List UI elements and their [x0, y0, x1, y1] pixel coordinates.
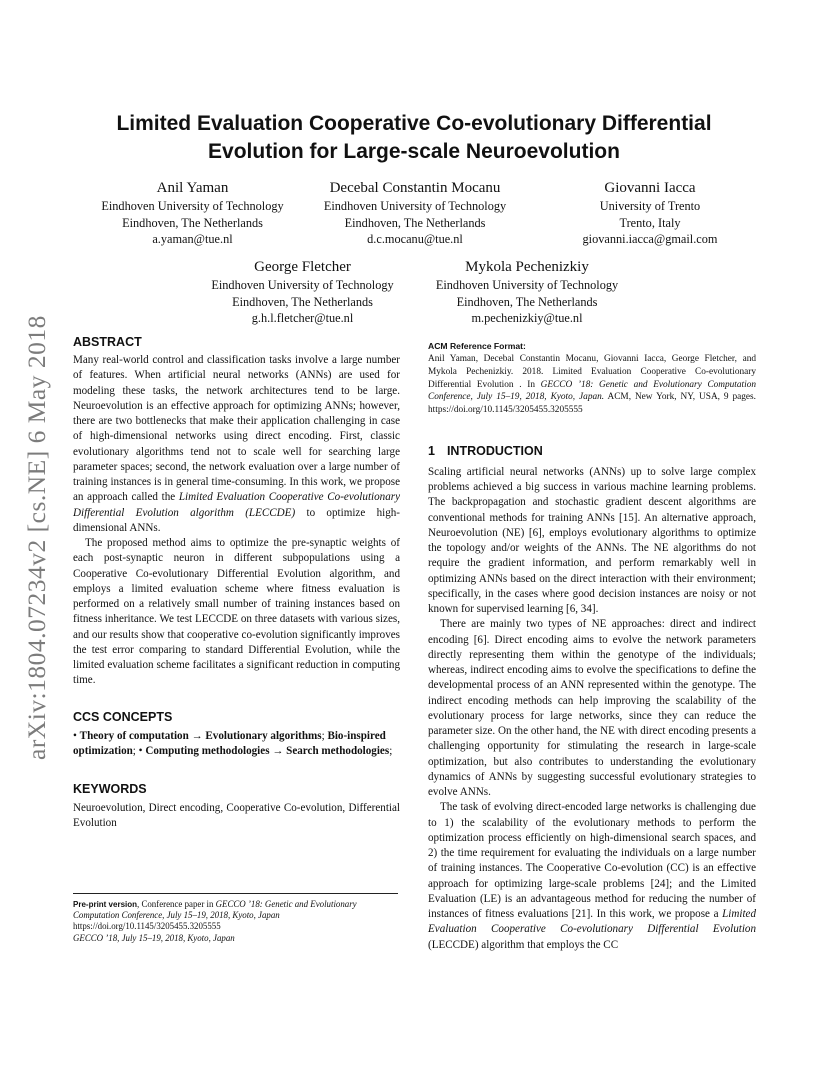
footnote-doi: https://doi.org/10.1145/3205455.3205555 [73, 921, 221, 932]
author-location: Eindhoven, The Netherlands [122, 215, 263, 230]
ccs-item: Theory of computation → Evolutionary algorithms [79, 729, 322, 742]
title-line-1: Limited Evaluation Cooperative Co-evolutionary Differential [116, 112, 712, 135]
ccs-concepts [73, 729, 400, 760]
abstract-heading: ABSTRACT [73, 335, 142, 349]
abstract-method-name: Limited Evaluation Cooperative Co-evolutionary Differential Evolution algorithm (LECCDE) [73, 491, 400, 519]
paper-title [60, 110, 768, 166]
ccs-heading: CCS CONCEPTS [73, 709, 173, 724]
acm-reference-venue: GECCO ’18: Genetic and Evolutionary Computation Conference, July 15–19, 2018, Kyoto, Japan. [428, 379, 756, 403]
author-email: g.h.l.fletcher@tue.nl [251, 311, 354, 325]
footnote-label: Pre-print version [73, 900, 138, 909]
author-email: m.pechenizkiy@tue.nl [471, 311, 583, 325]
author-name: Anil Yaman [156, 180, 229, 196]
right-column [428, 340, 756, 953]
ccs-item: Bio-inspired optimization [73, 729, 386, 757]
author-name: Decebal Constantin Mocanu [329, 180, 501, 196]
abstract-text: to optimize high-dimensional ANNs. [73, 506, 400, 534]
introduction-paragraph-3 [428, 800, 756, 953]
separator: ; [389, 744, 393, 757]
author-location: Eindhoven, The Netherlands [344, 215, 486, 230]
footnote-conference: GECCO ’18, July 15–19, 2018, Kyoto, Japan [73, 932, 235, 943]
keywords-heading: KEYWORDS [73, 782, 147, 796]
introduction-text: (LECCDE) algorithm that employs the CC [428, 938, 619, 951]
author-affiliation: Eindhoven University of Technology [323, 199, 507, 213]
section-number: 1 [428, 443, 435, 458]
introduction-text: The task of evolving direct-encoded large networks is challenging due to 1) the scalability of the evolutionary methods to perform the optimization process efficiently on high-dimensional search spaces, and 2) the time requirement for evaluating the individuals on a large number of training instances. The Cooperative Co-evolution (CC) is an effective approach for optimizing large-scale problems [24]; and the Limited Evaluation (LE) is an advantageous method for reducing the number of instances of fitness evaluations [21]. In this work, we propose a [428, 801, 756, 921]
title-line-2: Evolution for Large-scale Neuroevolution [208, 140, 620, 163]
acm-reference-authors: Anil Yaman, Decebal Constantin Mocanu, Giovanni Iacca, George Fletcher, and Mykola Pechenizkiy. 2018. Limited Evaluation Cooperative Co-evolutionary Differential Evolution . In [428, 354, 756, 390]
footnote [73, 899, 400, 944]
arxiv-identifier: arXiv:1804.07234v2 [cs.NE] 6 May 2018 [22, 315, 51, 760]
acm-reference-doi: ACM, New York, NY, USA, 9 pages. https://doi.org/10.1145/3205455.3205555 [428, 392, 757, 416]
footnote-venue: GECCO ’18: Genetic and Evolutionary Computation Conference, July 15–19, 2018, Kyoto, Japan [73, 899, 357, 921]
introduction-heading [428, 443, 756, 459]
bullet: • [73, 729, 77, 742]
author-email: a.yaman@tue.nl [152, 232, 233, 246]
author-email: d.c.mocanu@tue.nl [367, 232, 463, 246]
abstract-text: Many real-world control and classification tasks involve a large number of features. When artificial neural networks (ANNs) are used for modeling these tasks, the network architectures tend to be large. Neuroevolution is an effective approach for optimizing ANNs; however, there are two bottlenecks that make their application challenging in case of high-dimensional networks using direct encoding. First, classic evolutionary algorithms tend not to scale well for searching large parameter spaces; second, the network evaluation over a large number of training instances is in general time-consuming. In this work, we propose an approach called the [73, 354, 400, 504]
author-name: Giovanni Iacca [604, 180, 696, 196]
introduction-method-name: Limited Evaluation Cooperative Co-evolutionary Differential Evolution [428, 908, 756, 936]
introduction-paragraph-1: Scaling artificial neural networks (ANNs) up to solve large complex problems achieved a big success in various machine learning problems. The backpropagation and stochastic gradient descent algorithms are conventional methods for training ANNs [15]. An alternative approach, Neuroevolution (NE) [6], employs evolutionary algorithms to optimize the topology and/or weights of the ANNs. The NE algorithms do not require the gradient information, and perform remarkably well in optimizing ANNs based on the direct interaction with their environment; specifically, in the cases where good decision instances are noisy or not known for supervised learning [6, 34]. [428, 465, 756, 616]
footnote-divider [73, 893, 398, 894]
author-location: Eindhoven, The Netherlands [232, 294, 373, 309]
separator: ; [132, 744, 139, 757]
acm-reference-text [428, 353, 756, 417]
bullet: • [138, 744, 143, 757]
author-block-5 [417, 257, 637, 327]
author-name: Mykola Pechenizkiy [465, 259, 589, 275]
author-block-3 [545, 178, 755, 248]
ccs-item: Computing methodologies → Search methodologies [145, 744, 390, 757]
author-block-2 [300, 178, 530, 248]
introduction-paragraph-2: There are mainly two types of NE approaches: direct and indirect encoding [6]. Direct encoding aims to evolve the network parameters directly representing them within the genotype of the individuals; whereas, indirect encoding aims to evolve the specifications to define the developmental process of an ANN represented within the genotype. The indirect encoding methods can help improving the scalability of the evolutionary process for large networks, since they can reduce the parameter size. On the other hand, the NE with direct encoding presents a challenging opportunity for stimulating the research in large-scale optimization, but also contributes to understanding the evolutionary dynamics of ANNs by suggesting successful evolutionary strategies to evolve ANNs. [428, 618, 756, 799]
abstract-paragraph-1 [73, 353, 400, 536]
author-location: Eindhoven, The Netherlands [456, 294, 598, 309]
footnote-text: , Conference paper in [137, 899, 216, 909]
author-affiliation: Eindhoven University of Technology [435, 278, 619, 292]
author-location: Trento, Italy [619, 215, 681, 230]
abstract-paragraph-2: The proposed method aims to optimize the pre-synaptic weights of each post-synaptic neuron in different subpopulations using a Cooperative Co-evolutionary Differential Evolution algorithm, and employs a limited evaluation scheme where fitness evaluation is performed on a relatively small number of training instances based on fitness inheritance. We test LECCDE on three datasets with various sizes, and our results show that cooperative co-evolution significantly improves the test error comparing to standard Differential Evolution, while the limited evaluation scheme facilitates a significant reduction in computing time. [73, 537, 400, 687]
author-affiliation: Eindhoven University of Technology [101, 199, 284, 213]
author-email: giovanni.iacca@gmail.com [582, 232, 718, 246]
left-column [73, 334, 400, 832]
footnote-preprint [73, 899, 400, 933]
keywords-text: Neuroevolution, Direct encoding, Cooperative Co-evolution, Differential Evolution [73, 802, 400, 830]
author-block-4 [195, 257, 410, 327]
author-name: George Fletcher [254, 259, 351, 275]
separator: ; [321, 729, 328, 742]
author-affiliation: University of Trento [599, 199, 701, 213]
acm-reference-heading: ACM Reference Format: [428, 341, 526, 351]
author-block-1 [85, 178, 300, 248]
author-affiliation: Eindhoven University of Technology [211, 278, 394, 292]
section-title: INTRODUCTION [446, 443, 543, 458]
